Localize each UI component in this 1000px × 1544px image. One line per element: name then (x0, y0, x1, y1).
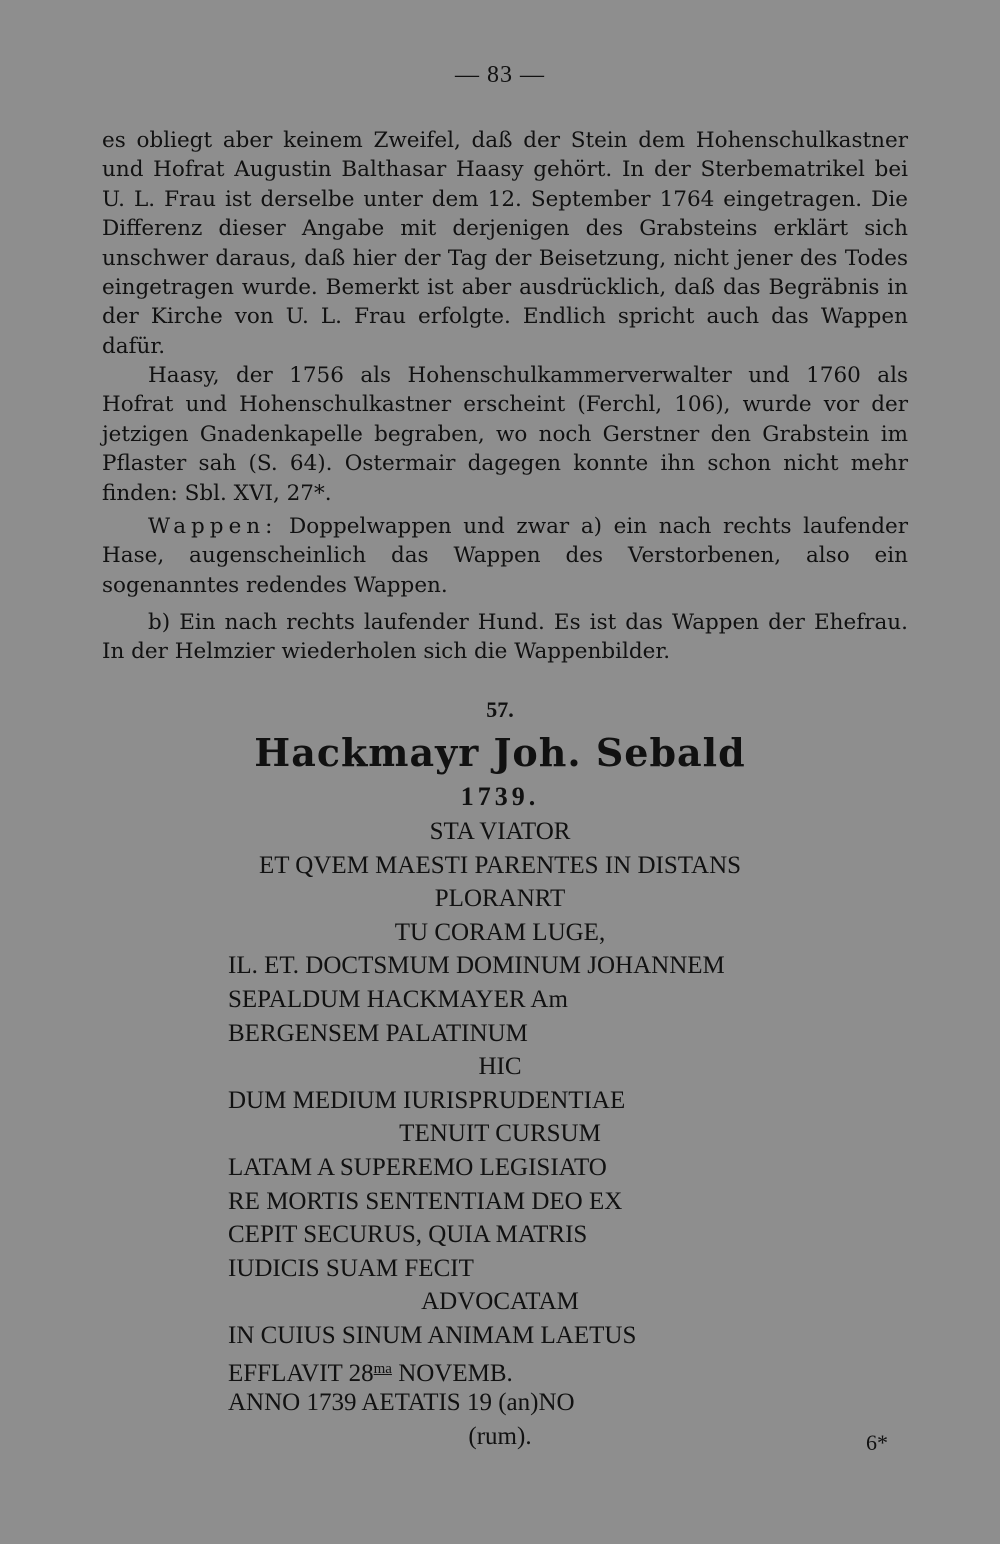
inscription-line: ANNO 1739 AETATIS 19 (an)NO (228, 1389, 575, 1417)
entry-heading: Hackmayr Joh. Sebald (254, 730, 746, 775)
inscription-line: IUDICIS SUAM FECIT (228, 1254, 474, 1282)
inscription-line: LATAM A SUPEREMO LEGISIATO (228, 1153, 607, 1181)
inscription-line: RE MORTIS SENTENTIAM DEO EX (228, 1187, 623, 1215)
wappen-description: Doppelwappen und zwar a) ein nach rechts laufender Hase, augenscheinlich das Wappen des Verstorbenen, also ein sogenanntes redendes Wappen. (102, 514, 908, 598)
wappen-label: Wappen: (148, 514, 278, 539)
paragraph-wappen (102, 512, 908, 600)
inscription-line-date (0, 1353, 1000, 1387)
inscription-line: PLORANRT (434, 885, 566, 913)
inscription-line: (rum). (468, 1422, 532, 1450)
inscription-line: HIC (478, 1053, 522, 1081)
paragraph-haasy-grabstein (102, 126, 908, 361)
paragraph-text: es obliegt aber keinem Zweifel, daß der Stein dem Hohenschulkastner und Hofrat Augustin Balthasar Haasy gehört. In der Sterbematrikel bei U. L. Frau ist derselbe unter dem 12. September 1764 eingetragen. Die Differenz dieser Angabe mit derjenigen des Grabsteins erklärt sich unschwer daraus, daß hier der Tag der Beisetzung, nicht jener des Todes eingetragen wurde. Bemerkt ist aber ausdrücklich, daß das Begräbnis in der Kirche von U. L. Frau erfolgte. Endlich spricht auch das Wappen dafür. (102, 128, 908, 359)
inscription-line: BERGENSEM PALATINUM (228, 1019, 528, 1047)
signature-mark: 6* (866, 1430, 888, 1455)
epitaph-inscription (0, 815, 1000, 1453)
inscription-date-superscript: ma (373, 1360, 392, 1377)
inscription-line: ET QVEM MAESTI PARENTES IN DISTANS (258, 851, 742, 879)
inscription-line: STA VIATOR (429, 818, 571, 845)
inscription-line: IN CUIUS SINUM ANIMAM LAETUS (228, 1321, 637, 1349)
inscription-date-month: NOVEMB. (391, 1359, 513, 1387)
inscription-line: TENUIT CURSUM (399, 1120, 601, 1148)
inscription-line: DUM MEDIUM IURISPRUDENTIAE (228, 1086, 626, 1114)
inscription-line: TU CORAM LUGE, (394, 918, 606, 946)
inscription-line: CEPIT SECURUS, QUIA MATRIS (228, 1221, 588, 1249)
entry-year: 1739. (460, 782, 540, 811)
paragraph-text: Haasy, der 1756 als Hohenschulkammerverwalter und 1760 als Hofrat und Hohenschulkastner erscheint (Ferchl, 106), wurde vor der jetzigen Gnadenkapelle begraben, wo noch Gerstner den Grabstein im Pflaster sah (S. 64). Ostermair dagegen konnte ihn schon nicht mehr finden: Sbl. XVI, 27*. (102, 363, 908, 506)
paragraph-haasy-biography (102, 361, 908, 508)
entry-number: 57. (486, 697, 514, 722)
inscription-line: ADVOCATAM (421, 1288, 579, 1316)
page-number: — 83 — (455, 62, 545, 88)
paragraph-wappen-b (102, 608, 908, 667)
paragraph-wappen-text (102, 512, 908, 600)
inscription-date-main: EFFLAVIT 28 (228, 1359, 374, 1387)
inscription-line: SEPALDUM HACKMAYER Am (228, 985, 568, 1013)
inscription-line: IL. ET. DOCTSMUM DOMINUM JOHANNEM (228, 952, 725, 980)
paragraph-text: b) Ein nach rechts laufender Hund. Es ist das Wappen der Ehefrau. In der Helmzier wiederholen sich die Wappenbilder. (102, 610, 908, 665)
